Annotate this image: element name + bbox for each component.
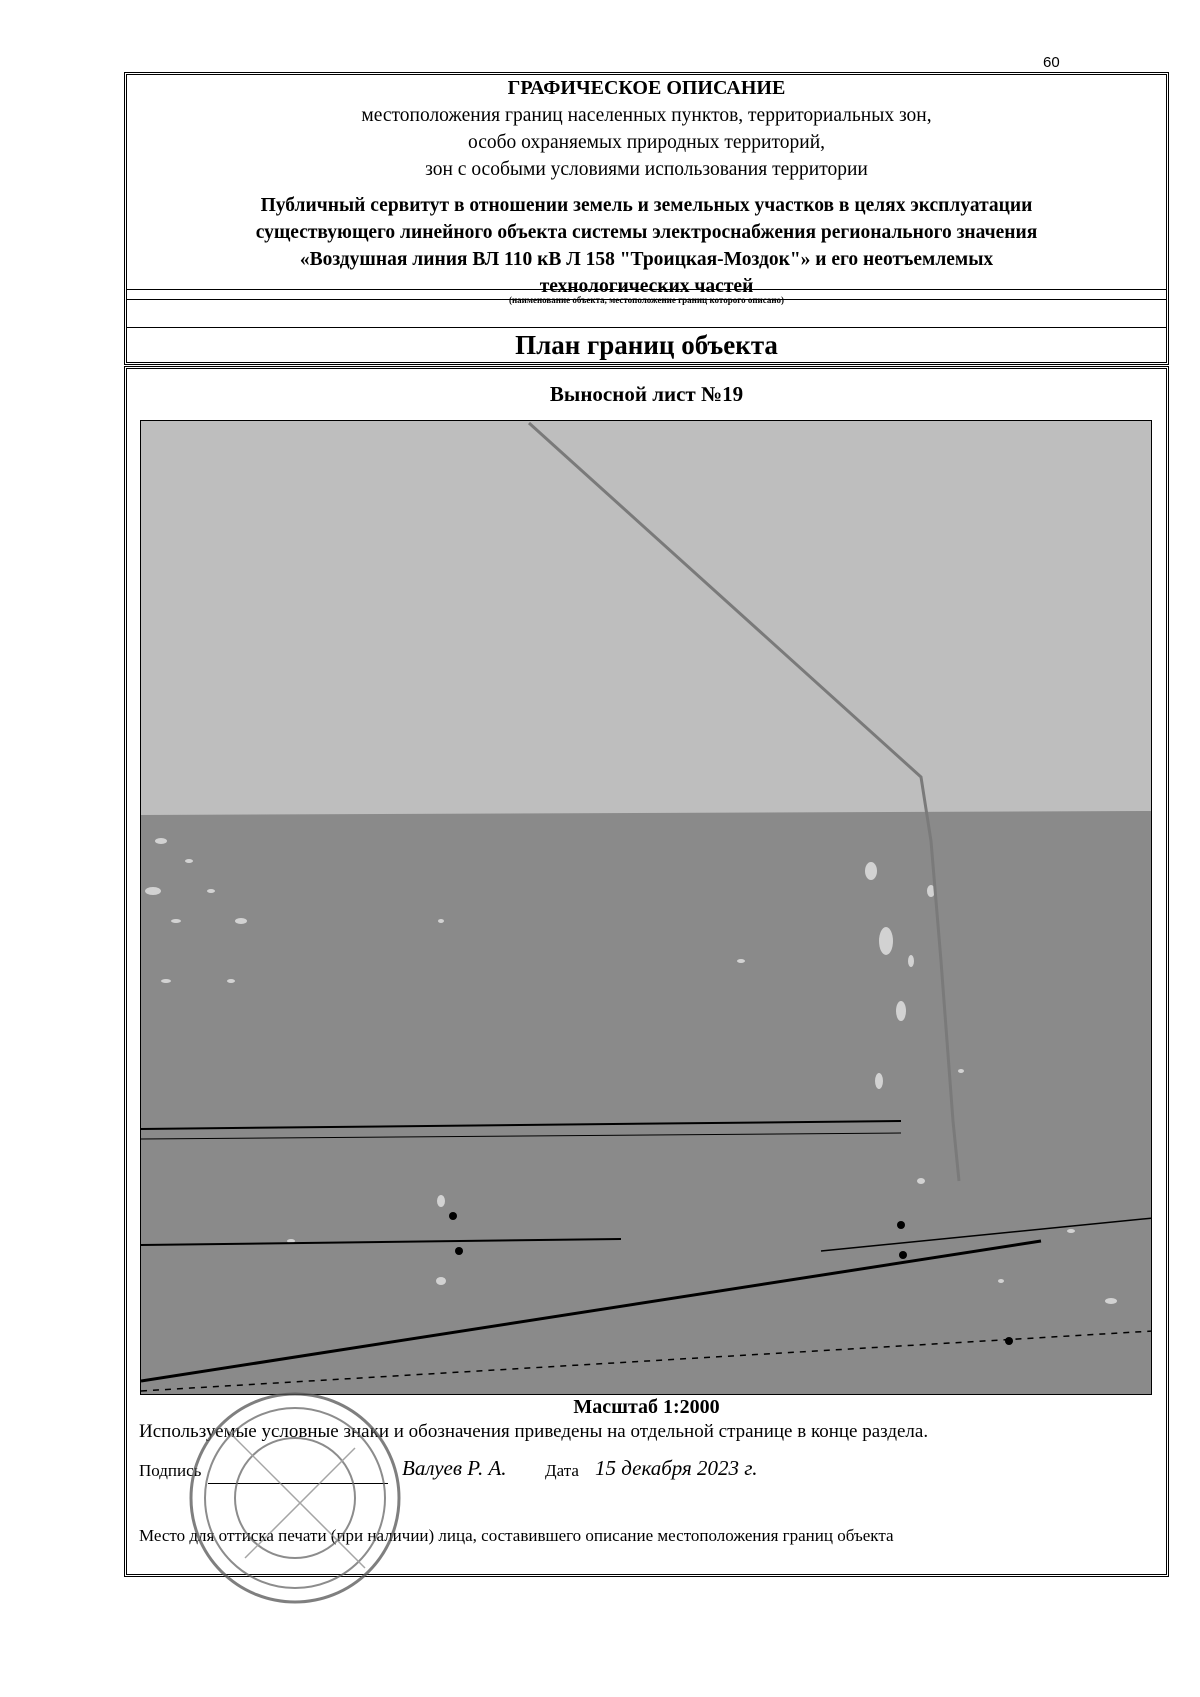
- map-lower-area: [141, 811, 1152, 1395]
- subtitle-line-1: местоположения границ населенных пунктов, территориальных зон,: [361, 105, 932, 126]
- stamp-place-label: Место для оттиска печати (при наличии) лица, составившего описание местоположения границ объекта: [139, 1526, 894, 1545]
- sheet-title: Выносной лист №19: [549, 382, 744, 406]
- plan-title: План границ объекта: [515, 330, 778, 360]
- map-drawing: [141, 421, 1152, 1395]
- document-title: ГРАФИЧЕСКОЕ ОПИСАНИЕ: [507, 77, 786, 99]
- object-line-1: Публичный сервитут в отношении земель и земельных участков в целях эксплуатации: [260, 195, 1033, 216]
- date-label: Дата: [545, 1461, 579, 1480]
- object-caption: (наименование объекта, местоположение границ которого описано): [508, 295, 785, 305]
- object-line-2: существующего линейного объекта системы электроснабжения регионального значения: [255, 222, 1038, 243]
- object-name: [140, 192, 1153, 300]
- signer-name: Валуев Р. А.: [402, 1456, 507, 1480]
- seal-stamp-icon: [185, 1388, 405, 1608]
- object-line-3: «Воздушная линия ВЛ 110 кВ Л 158 "Троицкая-Моздок"» и его неотъемлемых: [299, 249, 994, 270]
- subtitle-line-2: особо охраняемых природных территорий,: [468, 132, 825, 153]
- map-view: [140, 420, 1152, 1395]
- map-scale: Масштаб 1:2000: [573, 1396, 720, 1418]
- legend-note: Используемые условные знаки и обозначения приведены на отдельной странице в конце раздела.: [139, 1421, 929, 1442]
- page-number: 60: [1043, 54, 1060, 71]
- signature-label: Подпись: [139, 1461, 202, 1480]
- header-divider-3: [127, 327, 1166, 328]
- subtitle-line-3: зон с особыми условиями использования территории: [425, 159, 868, 180]
- date-value: 15 декабря 2023 г.: [595, 1456, 758, 1480]
- object-line-4: технологических частей: [539, 276, 754, 297]
